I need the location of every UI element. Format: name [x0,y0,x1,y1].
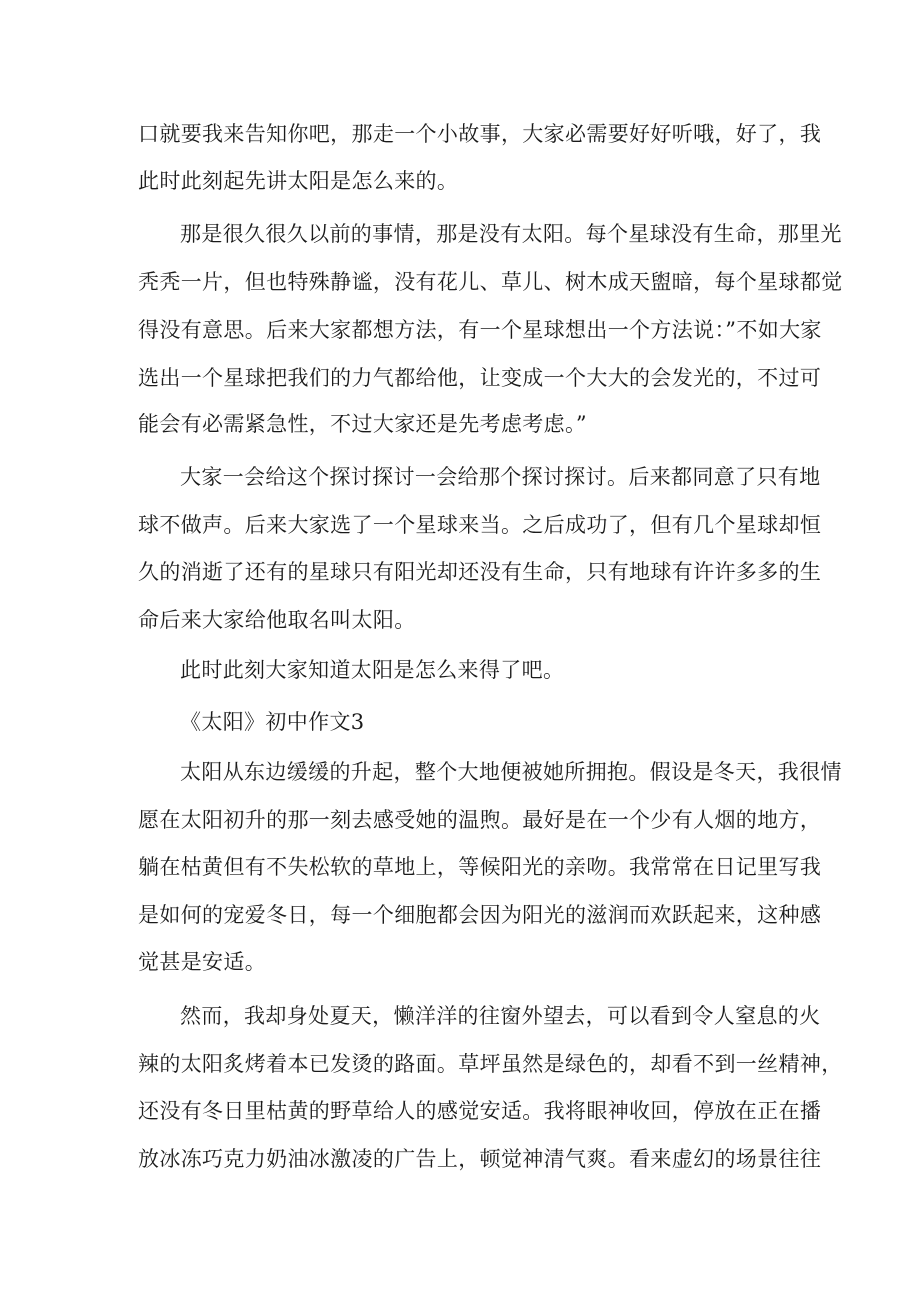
text-line: 口就要我来告知你吧，那走一个小故事，大家必需要好好听哦，好了，我 [138,122,822,146]
text-line: 放冰冻巧克力奶油冰激凌的广告上，顿觉神清气爽。看来虚幻的场景往往 [138,1147,822,1171]
text-line: 觉甚是安适。 [138,950,267,974]
section-heading: 《太阳》初中作文3 [180,710,365,734]
text-line: 久的消逝了还有的星球只有阳光却还没有生命，只有地球有许许多多的生 [138,560,822,584]
text-line: 大家一会给这个探讨探讨一会给那个探讨探讨。后来都同意了只有地 [180,465,821,489]
text-line: 命后来大家给他取名叫太阳。 [138,608,416,632]
text-line: 还没有冬日里枯黄的野草给人的感觉安适。我将眼神收回，停放在正在播 [138,1099,822,1123]
text-line: 然而，我却身处夏天，懒洋洋的往窗外望去，可以看到令人窒息的火 [180,1004,821,1028]
text-line: 此时此刻起先讲太阳是怎么来的。 [138,169,459,193]
text-line: 躺在枯黄但有不失松软的草地上，等候阳光的亲吻。我常常在日记里写我 [138,855,822,879]
text-line: 秃秃一片，但也特殊静谧，没有花儿、草儿、树木成天盥暗，每个星球都觉 [138,270,843,294]
text-line: 那是很久很久以前的事情，那是没有太阳。每个星球没有生命，那里光 [180,222,842,246]
text-line: 愿在太阳初升的那一刻去感受她的温煦。最好是在一个少有人烟的地方， [138,808,822,832]
text-line: 选出一个星球把我们的力气都给他，让变成一个大大的会发光的，不过可 [138,366,822,390]
text-line: 辣的太阳炙烤着本已发烫的路面。草坪虽然是绿色的，却看不到一丝精神， [138,1052,843,1076]
text-line: 得没有意思。后来大家都想方法，有一个星球想出一个方法说：”不如大家 [138,318,822,342]
text-line: 是如何的宠爱冬日，每一个细胞都会因为阳光的滋润而欢跃起来，这种感 [138,903,822,927]
text-line: 能会有必需紧急性，不过大家还是先考虑考虑。” [138,412,587,436]
text-line: 球不做声。后来大家选了一个星球来当。之后成功了，但有几个星球却恒 [138,513,822,537]
text-line: 此时此刻大家知道太阳是怎么来得了吧。 [180,658,565,682]
text-line: 太阳从东边缓缓的升起，整个大地便被她所拥抱。假设是冬天，我很情 [180,760,842,784]
